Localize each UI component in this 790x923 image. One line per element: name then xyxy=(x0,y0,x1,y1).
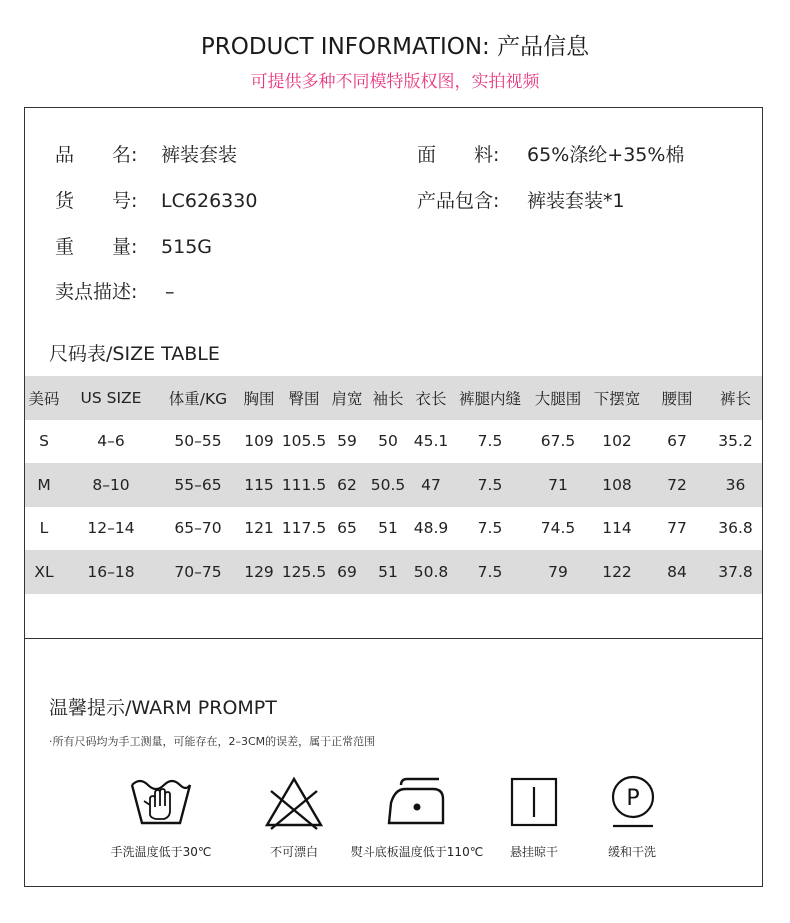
info-fabric xyxy=(417,140,684,167)
table-cell: 121 xyxy=(244,519,274,538)
size-header-cell: 胸围 xyxy=(237,376,281,420)
info-includes xyxy=(417,186,625,213)
table-row xyxy=(25,550,762,594)
table-cell: 71 xyxy=(527,463,589,507)
table-cell: 48.9 xyxy=(413,519,449,538)
table-row xyxy=(25,507,762,551)
table-cell: XL xyxy=(25,550,63,594)
table-cell: 50–55 xyxy=(174,432,222,451)
table-cell: 7.5 xyxy=(453,550,527,594)
table-cell: 125.5 xyxy=(281,550,327,594)
info-frame xyxy=(24,107,763,887)
care-label: 悬挂晾干 xyxy=(509,845,558,859)
size-header-cell: 裤腿内缝 xyxy=(453,376,527,420)
page-title: PRODUCT INFORMATION: 产品信息 xyxy=(200,34,590,60)
care-label: 熨斗底板温度低于110℃ xyxy=(350,845,484,859)
size-header-cell: 肩宽 xyxy=(327,376,367,420)
svg-text:P: P xyxy=(626,786,640,811)
table-cell: 65 xyxy=(337,519,357,538)
table-cell: 7.5 xyxy=(453,463,527,507)
care-label: 不可漂白 xyxy=(269,845,318,859)
info-fabric-value: 65%涤纶+35%棉 xyxy=(527,144,685,166)
table-cell: 72 xyxy=(645,463,709,507)
table-cell: S xyxy=(39,432,49,451)
table-cell: 50 xyxy=(378,432,398,451)
table-cell: 115 xyxy=(237,463,281,507)
table-row xyxy=(25,463,762,507)
table-cell: 105.5 xyxy=(281,432,327,451)
iron-icon xyxy=(381,773,451,831)
table-cell: 67.5 xyxy=(540,432,576,451)
table-cell: 67 xyxy=(667,432,687,451)
size-table xyxy=(25,376,762,594)
table-cell: 84 xyxy=(645,550,709,594)
table-cell: 102 xyxy=(602,432,632,451)
info-name xyxy=(55,140,237,167)
info-sku-value: LC626330 xyxy=(161,190,258,212)
table-cell: M xyxy=(25,463,63,507)
table-cell: 37.8 xyxy=(709,550,762,594)
info-name-label: 品 名: xyxy=(55,144,138,166)
info-selling-value: – xyxy=(165,281,175,303)
info-weight-value: 515G xyxy=(161,236,213,258)
size-header-cell: 袖长 xyxy=(367,376,409,420)
table-cell: 51 xyxy=(378,519,398,538)
size-header-cell: 美码 xyxy=(25,376,63,420)
no-bleach-icon xyxy=(259,773,329,831)
table-cell: 69 xyxy=(327,550,367,594)
table-cell: 47 xyxy=(409,463,453,507)
table-cell: 65–70 xyxy=(174,519,222,538)
table-cell: 7.5 xyxy=(477,432,503,451)
table-cell: 7.5 xyxy=(477,519,503,538)
table-cell: 109 xyxy=(244,432,274,451)
page-subtitle: 可提供多种不同模特版权图，实拍视频 xyxy=(250,72,540,92)
warm-prompt-heading: 温馨提示/WARM PROMPT xyxy=(49,697,277,719)
table-cell: L xyxy=(39,519,49,538)
care-label: 缓和干洗 xyxy=(607,845,656,859)
table-cell: 36.8 xyxy=(718,519,753,538)
table-cell: 8–10 xyxy=(63,463,159,507)
info-name-value: 裤装套装 xyxy=(161,144,238,166)
table-cell: 36 xyxy=(709,463,762,507)
table-cell: 117.5 xyxy=(281,519,327,538)
table-cell: 50.8 xyxy=(409,550,453,594)
size-header-cell: 裤长 xyxy=(709,376,762,420)
size-header-cell: 臀围 xyxy=(281,376,327,420)
info-weight xyxy=(55,232,212,259)
measurement-note: ·所有尺码均为手工测量，可能存在，2–3CM的误差，属于正常范围 xyxy=(49,735,376,748)
table-cell: 111.5 xyxy=(281,463,327,507)
size-header-cell: 衣长 xyxy=(409,376,453,420)
size-table-header-row xyxy=(25,376,762,420)
table-cell: 50.5 xyxy=(367,463,409,507)
size-header-cell: 下摆宽 xyxy=(589,376,645,420)
hand-wash-icon xyxy=(126,773,196,831)
table-cell: 59 xyxy=(337,432,357,451)
table-row xyxy=(25,420,762,464)
table-cell: 114 xyxy=(602,519,632,538)
section-divider xyxy=(25,638,762,639)
table-cell: 16–18 xyxy=(63,550,159,594)
table-cell: 74.5 xyxy=(540,519,576,538)
table-cell: 4–6 xyxy=(97,432,125,451)
care-label: 手洗温度低于30℃ xyxy=(110,845,212,859)
table-cell: 108 xyxy=(589,463,645,507)
table-cell: 77 xyxy=(667,519,687,538)
info-sku-label: 货 号: xyxy=(55,190,138,212)
size-header-cell: 大腿围 xyxy=(527,376,589,420)
size-header-cell: US SIZE xyxy=(63,376,159,420)
info-selling xyxy=(55,277,175,304)
table-cell: 79 xyxy=(527,550,589,594)
size-table-heading: 尺码表/SIZE TABLE xyxy=(49,343,220,365)
table-cell: 35.2 xyxy=(718,432,753,451)
info-includes-value: 裤装套装*1 xyxy=(527,190,625,212)
hang-dry-icon xyxy=(499,773,569,831)
size-header-cell: 腰围 xyxy=(645,376,709,420)
table-cell: 55–65 xyxy=(159,463,237,507)
info-weight-label: 重 量: xyxy=(55,236,138,258)
table-cell: 51 xyxy=(367,550,409,594)
table-cell: 45.1 xyxy=(413,432,449,451)
info-selling-label: 卖点描述: xyxy=(55,281,138,303)
table-cell: 122 xyxy=(589,550,645,594)
info-fabric-label: 面 料: xyxy=(417,144,500,166)
info-sku xyxy=(55,186,257,213)
info-includes-label: 产品包含: xyxy=(417,190,500,212)
table-cell: 12–14 xyxy=(87,519,135,538)
table-cell: 129 xyxy=(237,550,281,594)
size-header-cell: 体重/KG xyxy=(159,376,237,420)
dry-clean-icon xyxy=(597,773,667,831)
table-cell: 70–75 xyxy=(159,550,237,594)
table-cell: 62 xyxy=(327,463,367,507)
